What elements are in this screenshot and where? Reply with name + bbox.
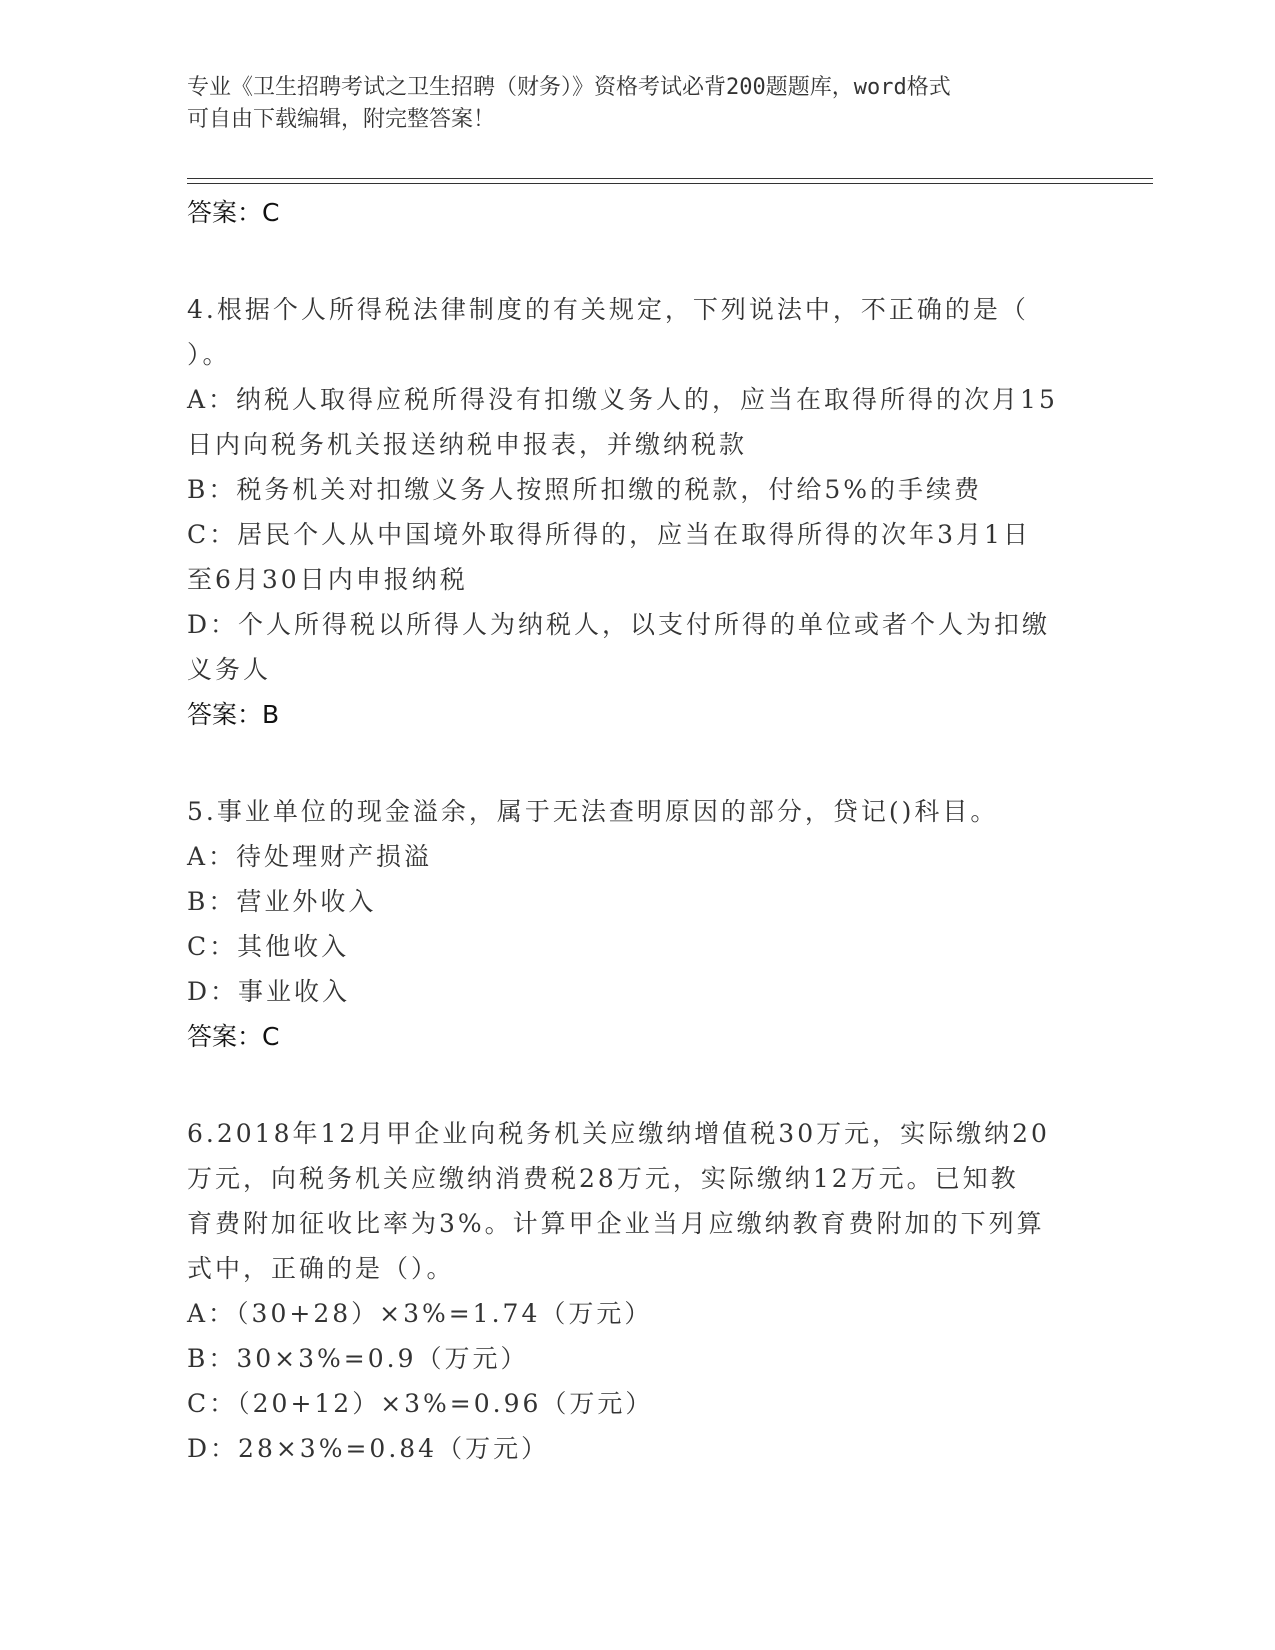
option-b-line: B：营业外收入 — [187, 887, 377, 916]
question-content — [187, 190, 1087, 1471]
question-5-line: 5.事业单位的现金溢余，属于无法查明原因的部分，贷记()科目。 — [187, 797, 999, 826]
option-d-line: D：事业收入 — [187, 977, 351, 1006]
document-header — [187, 72, 1067, 136]
answer-q4: 答案：B — [187, 700, 280, 729]
option-d-line: D：个人所得税以所得人为纳税人，以支付所得的单位或者个人为扣缴 — [187, 610, 1051, 639]
option-a-line: A：（30+28）×3%=1.74（万元） — [187, 1299, 653, 1328]
header-divider-top — [187, 178, 1153, 179]
option-c-line: C：居民个人从中国境外取得所得的，应当在取得所得的次年3月1日 — [187, 520, 1031, 549]
question-6-line: 6.2018年12月甲企业向税务机关应缴纳增值税30万元，实际缴纳20 — [187, 1119, 1050, 1148]
option-a-line: 日内向税务机关报送纳税申报表，并缴纳税款 — [187, 430, 748, 459]
question-5 — [187, 789, 1087, 1059]
option-a-line: A：纳税人取得应税所得没有扣缴义务人的，应当在取得所得的次月15 — [187, 385, 1058, 414]
header-line-1: 专业《卫生招聘考试之卫生招聘（财务）》资格考试必背200题题库，word格式 — [187, 75, 951, 100]
question-4-line: 4.根据个人所得税法律制度的有关规定，下列说法中，不正确的是（ — [187, 295, 1029, 324]
question-4-line: ）。 — [187, 340, 231, 369]
option-d-line: D：28×3%=0.84（万元） — [187, 1434, 550, 1463]
option-c-line: C：其他收入 — [187, 932, 350, 961]
option-d-line: 义务人 — [187, 655, 272, 684]
question-6 — [187, 1111, 1087, 1471]
question-6-line: 万元，向税务机关应缴纳消费税28万元，实际缴纳12万元。已知教 — [187, 1164, 1019, 1193]
question-6-line: 式中，正确的是（）。 — [187, 1254, 455, 1283]
option-b-line: B：税务机关对扣缴义务人按照所扣缴的税款，付给5%的手续费 — [187, 475, 983, 504]
header-divider-bottom — [187, 183, 1153, 184]
option-c-line: 至6月30日内申报纳税 — [187, 565, 468, 594]
question-4 — [187, 287, 1087, 737]
question-6-line: 育费附加征收比率为3%。计算甲企业当月应缴纳教育费附加的下列算 — [187, 1209, 1045, 1238]
answer-q5: 答案：C — [187, 1022, 280, 1051]
answer-q3: 答案：C — [187, 198, 280, 227]
header-line-2: 可自由下载编辑，附完整答案！ — [187, 107, 496, 132]
option-a-line: A：待处理财产损溢 — [187, 842, 433, 871]
option-c-line: C：（20+12）×3%=0.96（万元） — [187, 1389, 654, 1418]
option-b-line: B：30×3%=0.9（万元） — [187, 1344, 529, 1373]
